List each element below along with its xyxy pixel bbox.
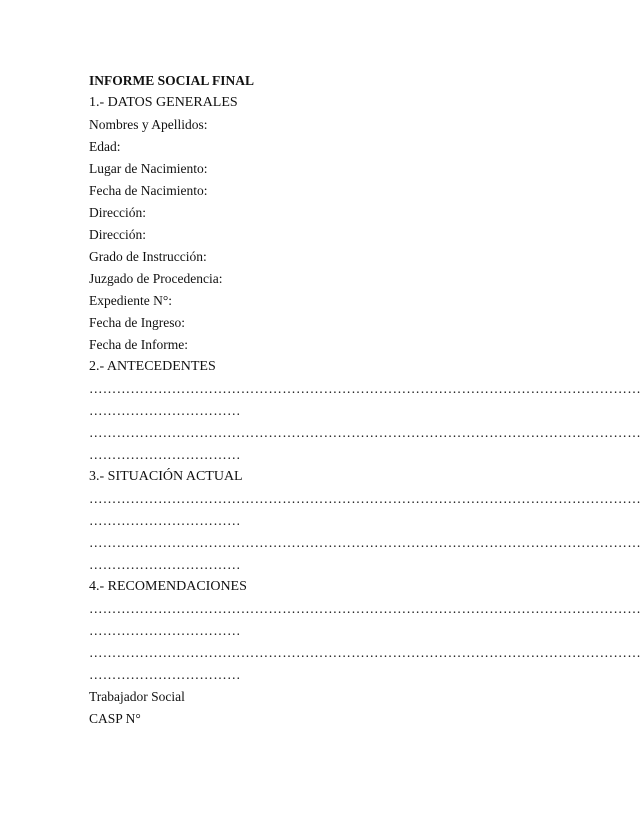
field-juzgado-procedencia: Juzgado de Procedencia: (89, 271, 223, 286)
dotted-line-long: ………………………………………………………………………………………………………… (89, 535, 641, 550)
document-page (89, 70, 641, 730)
field-edad: Edad: (89, 139, 121, 154)
field-fecha-ingreso: Fecha de Ingreso: (89, 315, 185, 330)
dotted-line-long: ………………………………………………………………………………………………………… (89, 601, 641, 616)
dotted-line-long: ………………………………………………………………………………………………………… (89, 381, 641, 396)
dotted-line-short: …………………………… (89, 557, 241, 572)
dotted-line-short: …………………………… (89, 667, 241, 682)
field-direccion: Dirección: (89, 205, 146, 220)
dotted-line-long: ………………………………………………………………………………………………………… (89, 425, 641, 440)
dotted-line-short: …………………………… (89, 447, 241, 462)
section-heading-datos-generales: 1.- DATOS GENERALES (89, 95, 238, 110)
field-lugar-nacimiento: Lugar de Nacimiento: (89, 161, 208, 176)
field-fecha-nacimiento: Fecha de Nacimiento: (89, 183, 208, 198)
field-fecha-informe: Fecha de Informe: (89, 337, 188, 352)
section-heading-antecedentes: 2.- ANTECEDENTES (89, 359, 216, 374)
dotted-line-short: …………………………… (89, 623, 241, 638)
dotted-line-long: ………………………………………………………………………………………………………… (89, 645, 641, 660)
dotted-line-short: …………………………… (89, 513, 241, 528)
section-heading-situacion-actual: 3.- SITUACIÓN ACTUAL (89, 469, 243, 484)
dotted-line-short: …………………………… (89, 403, 241, 418)
document-title: INFORME SOCIAL FINAL (89, 73, 255, 88)
field-grado-instruccion: Grado de Instrucción: (89, 249, 207, 264)
field-direccion-2: Dirección: (89, 227, 146, 242)
signature-casp: CASP N° (89, 711, 141, 726)
field-expediente: Expediente N°: (89, 293, 172, 308)
section-heading-recomendaciones: 4.- RECOMENDACIONES (89, 579, 247, 594)
field-nombres-apellidos: Nombres y Apellidos: (89, 117, 208, 132)
dotted-line-long: ………………………………………………………………………………………………………… (89, 491, 641, 506)
signature-role: Trabajador Social (89, 689, 185, 704)
